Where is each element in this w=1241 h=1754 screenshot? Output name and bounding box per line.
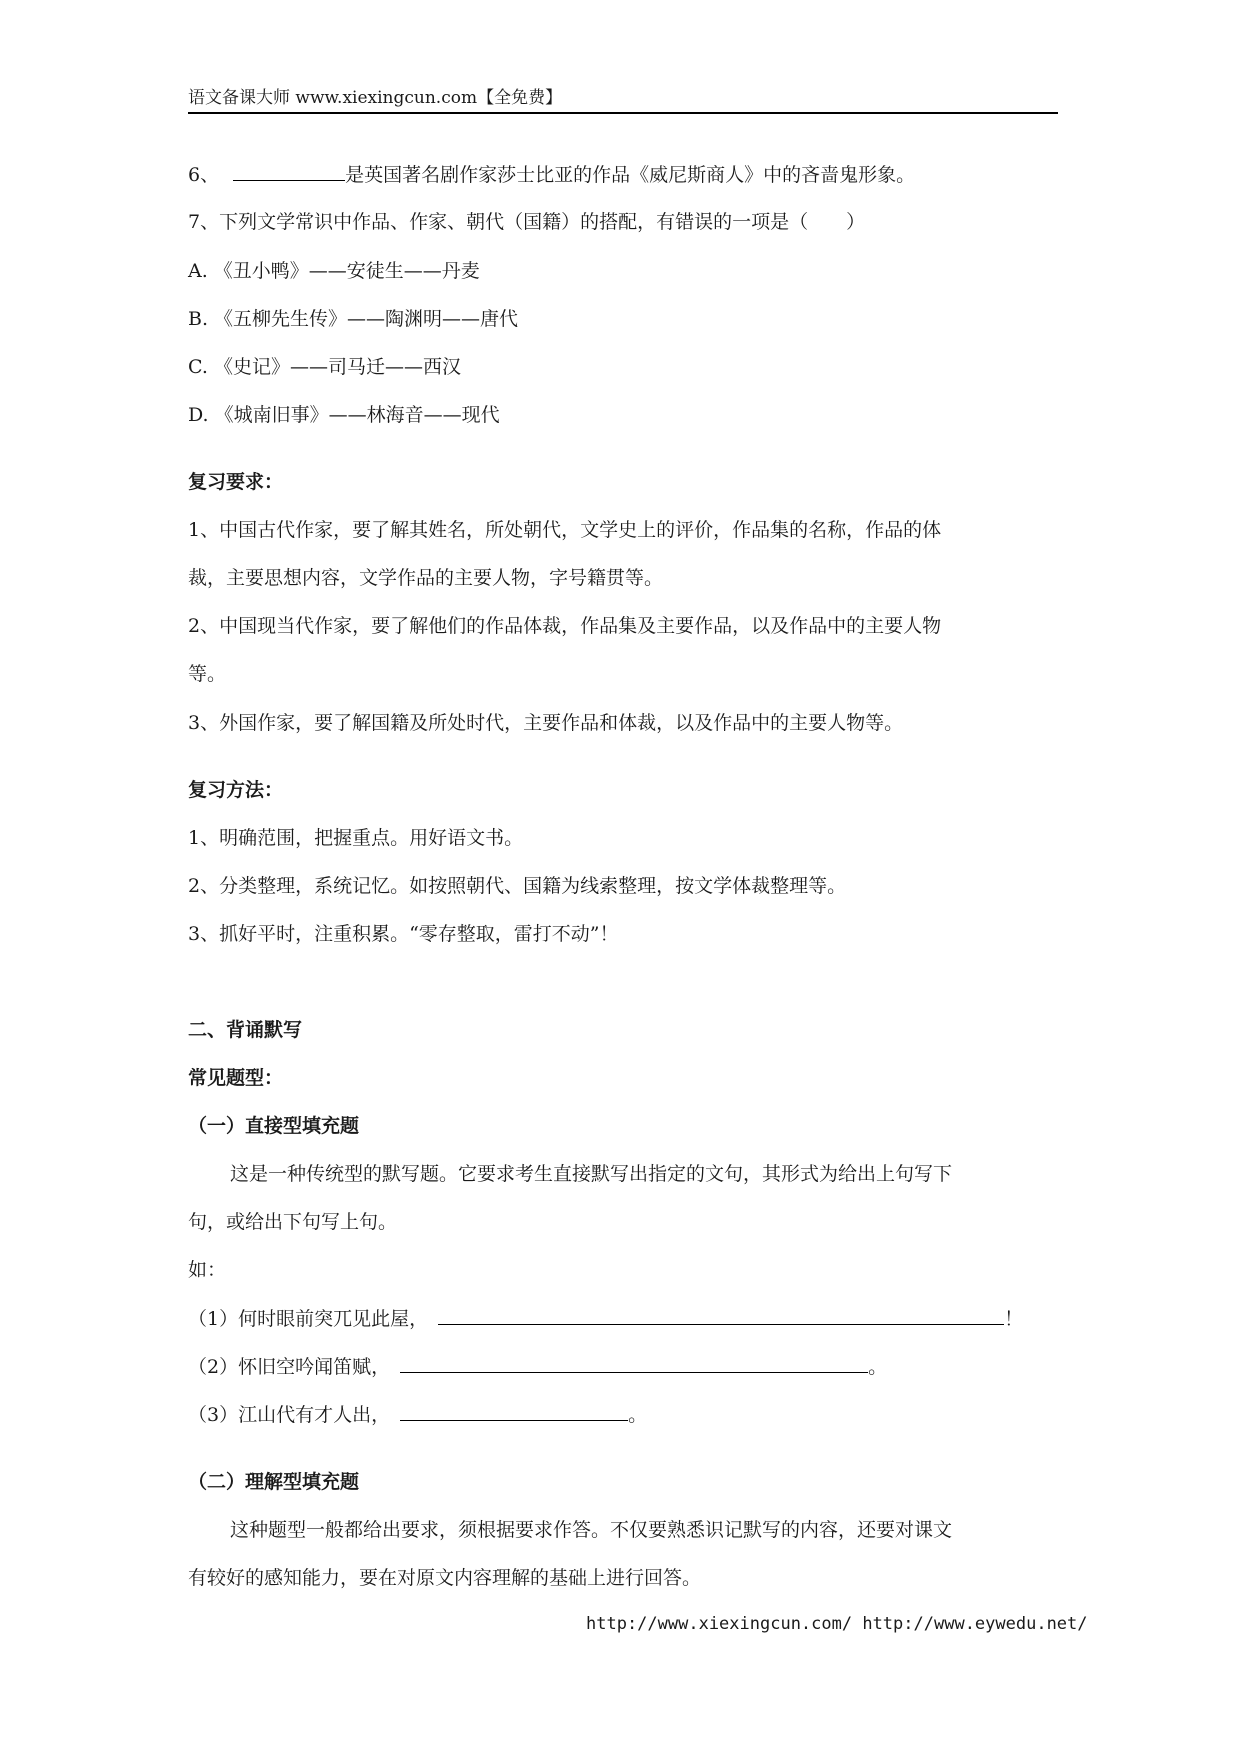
answer-blank[interactable]	[400, 1352, 868, 1373]
review-requirement-line: 裁，主要思想内容，文学作品的主要人物，字号籍贯等。	[188, 567, 664, 589]
question-6-text: 是英国著名剧作家莎士比亚的作品《威尼斯商人》中的吝啬鬼形象。	[345, 164, 916, 186]
answer-blank[interactable]	[233, 160, 345, 181]
example-item-2	[188, 1352, 887, 1381]
review-requirement-line: 等。	[188, 663, 227, 685]
review-method-line: 2、分类整理，系统记忆。如按照朝代、国籍为线索整理，按文学体裁整理等。	[188, 875, 847, 897]
example-item-end: ！	[1004, 1308, 1024, 1330]
review-method-line: 3、抓好平时，注重积累。“零存整取，雷打不动”！	[188, 923, 619, 945]
review-requirement-line: 1、中国古代作家，要了解其姓名，所处朝代，文学史上的评价，作品集的名称，作品的体	[188, 519, 942, 541]
question-7: 7、下列文学常识中作品、作家、朝代（国籍）的搭配，有错误的一项是（ ）	[188, 211, 866, 233]
example-item-1	[188, 1304, 1023, 1333]
type-1-heading: （一）直接型填充题	[188, 1115, 360, 1137]
review-requirements-heading: 复习要求：	[188, 471, 284, 493]
example-item-end: 。	[868, 1356, 888, 1378]
question-7-option-b: B. 《五柳先生传》——陶渊明——唐代	[188, 308, 519, 330]
example-item-text: （2）怀旧空吟闻笛赋，	[188, 1356, 391, 1378]
answer-blank[interactable]	[400, 1400, 628, 1421]
header-text: 语文备课大师 www.xiexingcun.com【全免费】	[188, 88, 563, 108]
review-methods-heading: 复习方法：	[188, 779, 284, 801]
review-requirement-line: 2、中国现当代作家，要了解他们的作品体裁，作品集及主要作品，以及作品中的主要人物	[188, 615, 942, 637]
example-item-end: 。	[628, 1404, 648, 1426]
type-1-paragraph: 句，或给出下句写上句。	[188, 1211, 398, 1233]
common-types-heading: 常见题型：	[188, 1067, 284, 1089]
answer-blank[interactable]	[438, 1304, 1004, 1325]
page-footer	[586, 1612, 1088, 1636]
type-1-paragraph: 这是一种传统型的默写题。它要求考生直接默写出指定的文句，其形式为给出上句写下	[230, 1163, 953, 1185]
type-2-paragraph: 这种题型一般都给出要求，须根据要求作答。不仅要熟悉识记默写的内容，还要对课文	[230, 1519, 953, 1541]
type-2-heading: （二）理解型填充题	[188, 1471, 360, 1493]
question-7-option-a: A. 《丑小鸭》——安徒生——丹麦	[188, 260, 480, 282]
example-item-text: （3）江山代有才人出，	[188, 1404, 391, 1426]
section-2-title: 二、背诵默写	[188, 1019, 303, 1041]
question-7-option-c: C. 《史记》——司马迁——西汉	[188, 356, 461, 378]
question-7-option-d: D. 《城南旧事》——林海音——现代	[188, 404, 500, 426]
question-6	[188, 160, 915, 189]
question-6-number: 6、	[188, 164, 220, 186]
type-2-paragraph: 有较好的感知能力，要在对原文内容理解的基础上进行回答。	[188, 1567, 702, 1589]
example-item-3	[188, 1400, 647, 1429]
example-item-text: （1）何时眼前突兀见此屋，	[188, 1308, 429, 1330]
review-method-line: 1、明确范围，把握重点。用好语文书。	[188, 827, 524, 849]
page-header	[188, 86, 1058, 114]
review-requirement-line: 3、外国作家，要了解国籍及所处时代，主要作品和体裁，以及作品中的主要人物等。	[188, 712, 904, 734]
example-label: 如：	[188, 1259, 227, 1281]
footer-links: http://www.xiexingcun.com/ http://www.eywedu.net/	[586, 1614, 1088, 1634]
